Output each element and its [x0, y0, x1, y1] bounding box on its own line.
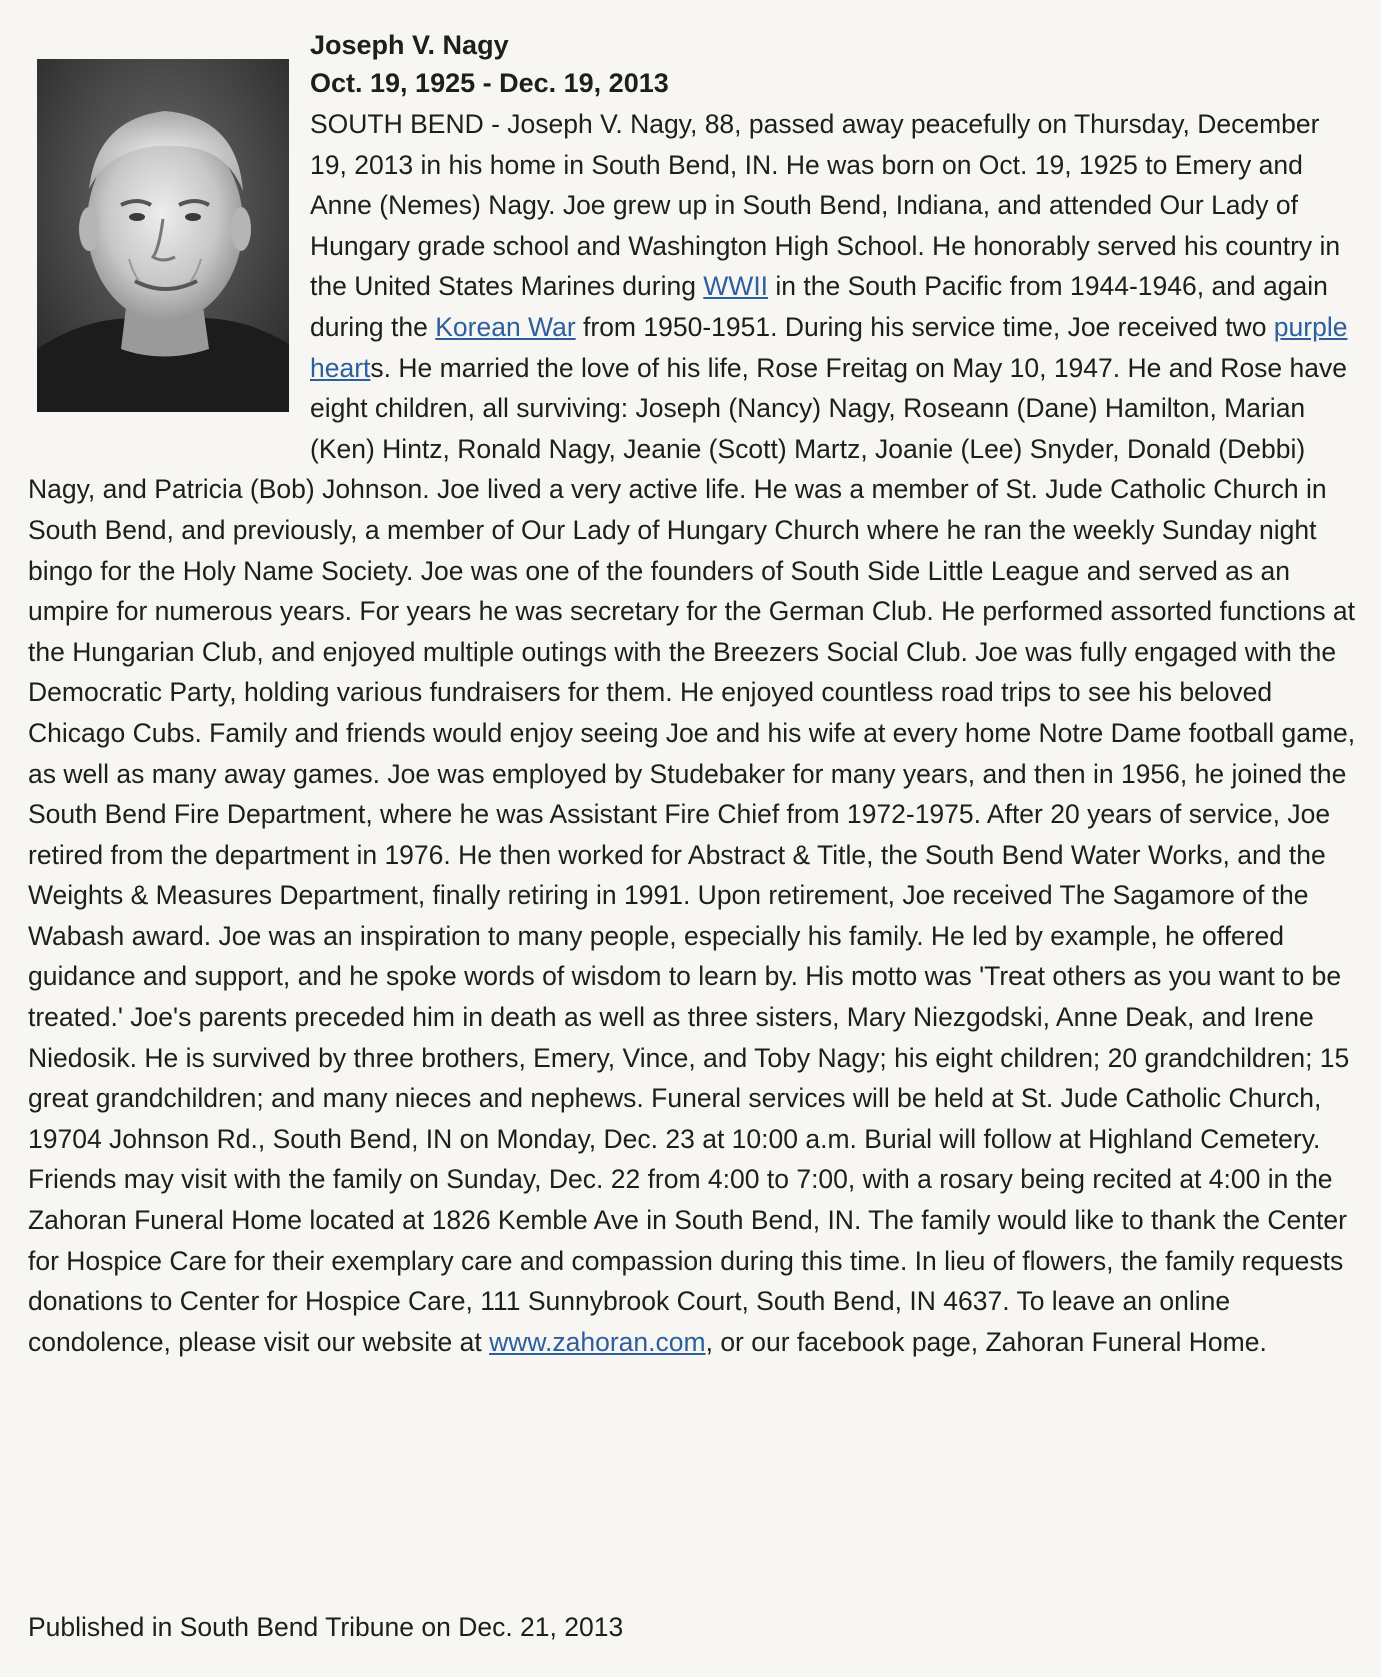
korean-war-link[interactable]: Korean War [435, 311, 576, 342]
wwii-link[interactable]: WWII [703, 271, 769, 302]
life-dates: Oct. 19, 1925 - Dec. 19, 2013 [310, 68, 669, 98]
obituary-text-part-1: SOUTH BEND - Joseph V. Nagy, 88, passed away peacefully on Thursday, December 19, 2013 in his home in South Bend, IN. He was born on Oct. 19, 1925 to Emery and Anne (Nemes) Nagy. Joe grew up in South Bend, Indiana, and attended Our Lady of Hungary grade school and Washington High School. He honorably served his country in the United States Marines during [310, 109, 1341, 302]
published-line: Published in South Bend Tribune on Dec. 21, 2013 [28, 1612, 624, 1642]
obituary-text-part-4: s. He married the love of his life, Rose Freitag on May 10, 1947. He and Rose have eight children, all surviving: Joseph (Nancy) Nagy, Roseann (Dane) Hamilton, Marian (Ken) Hintz, Ronald Nagy, Jeanie (Scott) Martz, Joanie (Lee) Snyder, Donald (Debbi) Nagy, and Patricia (Bob) Johnson. Joe lived a very active life. He was a member of St. Jude Catholic Church in South Bend, and previously, a member of Our Lady of Hungary Church where he ran the weekly Sunday night bingo for the Holy Name Society. Joe was one of the founders of South Side Little League and served as an umpire for numerous years. For years he was secretary for the German Club. He performed assorted functions at the Hungarian Club, and enjoyed multiple outings with the Breezers Social Club. Joe was fully engaged with the Democratic Party, holding various fundraisers for them. He enjoyed countless road trips to see his beloved Chicago Cubs. Family and friends would enjoy seeing Joe and his wife at every home Notre Dame football game, as well as many away games. Joe was employed by Studebaker for many years, and then in 1956, he joined the South Bend Fire Department, where he was Assistant Fire Chief from 1972-1975. After 20 years of service, Joe retired from the department in 1976. He then worked for Abstract & Title, the South Bend Water Works, and the Weights & Measures Department, finally retiring in 1991. Upon retirement, Joe received The Sagamore of the Wabash award. Joe was an inspiration to many people, especially his family. He led by example, he offered guidance and support, and he spoke words of wisdom to learn by. His motto was 'Treat others as you want to be treated.' Joe's parents preceded him in death as well as three sisters, Mary Niezgodski, Anne Deak, and Irene Niedosik. He is survived by three brothers, Emery, Vince, and Toby Nagy; his eight children; 20 grandchildren; 15 great grandchildren; and many nieces and nephews. Funeral services will be held at St. Jude Catholic Church, 19704 Johnson Rd., South Bend, IN on Monday, Dec. 23 at 10:00 a.m. Burial will follow at Highland Cemetery. Friends may visit with the family on Sunday, Dec. 22 from 4:00 to 7:00, with a rosary being recited at 4:00 in the Zahoran Funeral Home located at 1826 Kemble Ave in South Bend, IN. The family would like to thank the Center for Hospice Care for their exemplary care and compassion during this time. In lieu of flowers, the family requests donations to Center for Hospice Care, 111 Sunnybrook Court, South Bend, IN 4637. To leave an online condolence, please visit our website at [28, 352, 1356, 1357]
photo-wrap-spacer [28, 104, 310, 437]
obituary-text-part-5: , or our facebook page, Zahoran Funeral Home. [705, 1326, 1267, 1357]
purple-heart-link[interactable]: purple heart [310, 311, 1348, 383]
obituary-header [310, 26, 1350, 102]
obituary-body [28, 104, 1358, 1362]
website-link[interactable]: www.zahoran.com [489, 1326, 706, 1357]
deceased-name: Joseph V. Nagy [310, 30, 509, 60]
obituary-text-part-3: from 1950-1951. During his service time, Joe received two [575, 311, 1274, 342]
obituary-text-part-2: in the South Pacific from 1944-1946, and again during the [310, 271, 1328, 342]
